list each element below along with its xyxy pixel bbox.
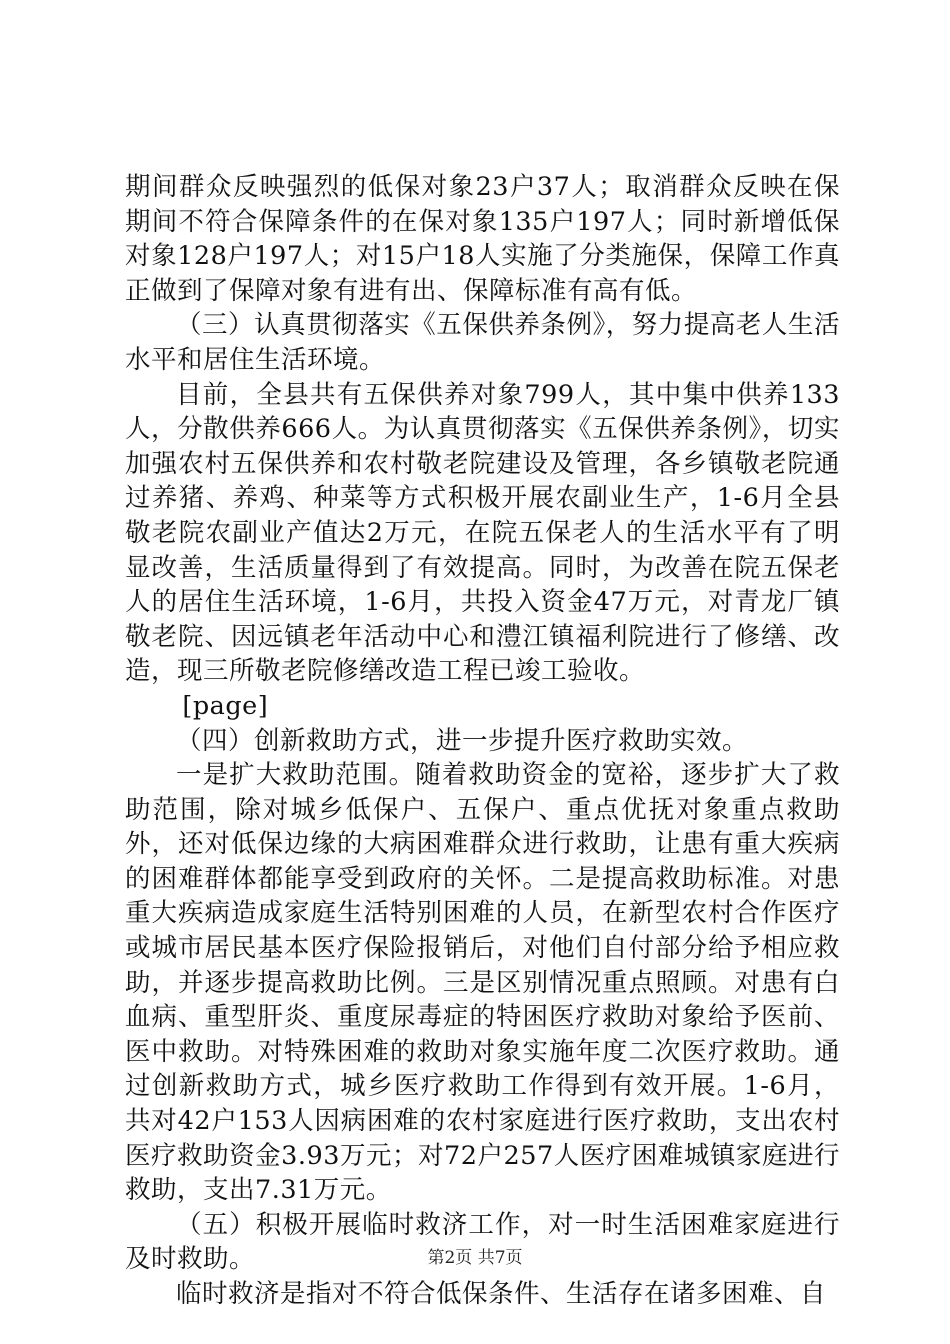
section-heading-five: （五）积极开展临时救济工作，对一时生活困难家庭进行及时救助。: [125, 1209, 840, 1275]
page-marker: [page]: [182, 690, 269, 721]
paragraph-temporary-relief: 临时救济是指对不符合低保条件、生活存在诸多困难、自: [176, 1279, 827, 1309]
section-heading-four: （四）创新救助方式，进一步提升医疗救助实效。: [176, 725, 749, 756]
paragraph-five-guarantee: 目前，全县共有五保供养对象799人，其中集中供养133人，分散供养666人。为认真贯彻落实《五保供养条例》，切实加强农村五保供养和农村敬老院建设及管理，各乡镇敬老院通过养猪、养鸡、种菜等方式积极开展农副业生产，1-6月全县敬老院农副业产值达2万元，在院五保老人的生活水平有了明显改善，生活质量得到了有效提高。同时，为改善在院五保老人的居住生活环境，1-6月，共投入资金47万元，对青龙厂镇敬老院、因远镇老年活动中心和澧江镇福利院进行了修缮、改造，现三所敬老院修缮改造工程已竣工验收。: [125, 379, 840, 687]
section-heading-three: （三）认真贯彻落实《五保供养条例》，努力提高老人生活水平和居住生活环境。: [125, 310, 840, 375]
document-body: [125, 170, 840, 1312]
page-footer: 第2页 共7页: [427, 1248, 523, 1268]
paragraph-medical-aid: 一是扩大救助范围。随着救助资金的宽裕，逐步扩大了救助范围，除对城乡低保户、五保户、重点优抚对象重点救助外，还对低保边缘的大病困难群众进行救助，让患有重大疾病的困难群体都能享受到政府的关怀。二是提高救助标准。对患重大疾病造成家庭生活特别困难的人员，在新型农村合作医疗或城市居民基本医疗保险报销后，对他们自付部分给予相应救助，并逐步提高救助比例。三是区别情况重点照顾。对患有白血病、重型肝炎、重度尿毒症的特困医疗救助对象给予医前、医中救助。对特殊困难的救助对象实施年度二次医疗救助。通过创新救助方式，城乡医疗救助工作得到有效开展。1-6月，共对42户153人因病困难的农村家庭进行医疗救助，支出农村医疗救助资金3.93万元；对72户257人医疗困难城镇家庭进行救助，支出7.31万元。: [125, 760, 840, 1206]
paragraph-low-income-results: 期间群众反映强烈的低保对象23户37人；取消群众反映在保期间不符合保障条件的在保对象135户197人；同时新增低保对象128户197人；对15户18人实施了分类施保，保障工作真正做到了保障对象有进有出、保障标准有高有低。: [125, 172, 840, 306]
